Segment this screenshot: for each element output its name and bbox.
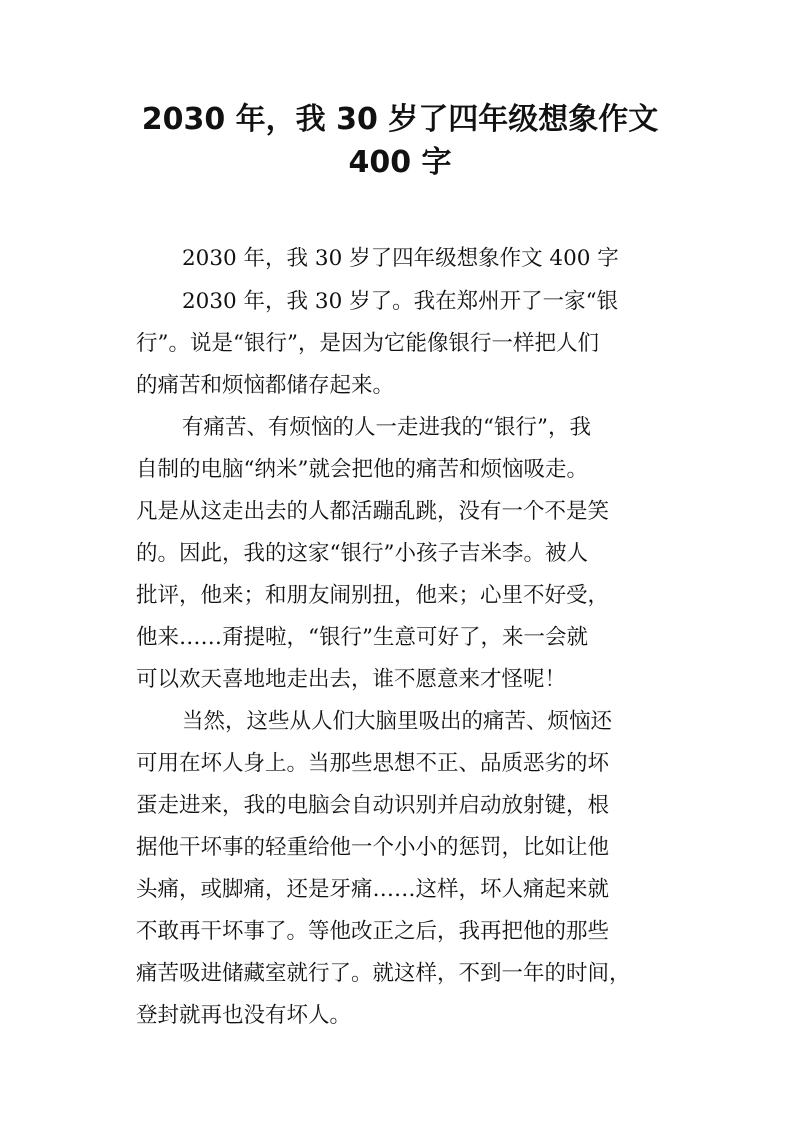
body-line-1: 2030 年，我 30 岁了四年级想象作文 400 字 (182, 246, 619, 271)
body-line-17: 不敢再干坏事了。等他改正之后，我再把他的那些 (136, 919, 610, 944)
document-title-line-2: 400 字 (348, 145, 452, 180)
body-line-19: 登封就再也没有坏人。 (136, 1003, 352, 1028)
body-line-2: 2030 年，我 30 岁了。我在郑州开了一家“银 (182, 289, 619, 314)
body-line-10: 他来……甭提啦，“银行”生意可好了，来一会就 (136, 625, 588, 650)
document-title-line-1: 2030 年，我 30 岁了四年级想象作文 (141, 102, 659, 137)
body-line-11: 可以欢天喜地地走出去，谁不愿意来才怪呢！ (136, 667, 567, 692)
body-line-12: 当然，这些从人们大脑里吸出的痛苦、烦恼还 (182, 709, 613, 734)
body-line-4: 的痛苦和烦恼都储存起来。 (136, 373, 395, 398)
body-line-6: 自制的电脑“纳米”就会把他的痛苦和烦恼吸走。 (136, 457, 588, 482)
body-line-8: 的。因此，我的这家“银行”小孩子吉米李。被人 (136, 541, 588, 566)
body-line-7: 凡是从这走出去的人都活蹦乱跳，没有一个不是笑 (136, 499, 610, 524)
body-line-13: 可用在坏人身上。当那些思想不正、品质恶劣的坏 (136, 751, 610, 776)
body-line-9: 批评，他来；和朋友闹别扭，他来；心里不好受， (136, 583, 610, 608)
body-line-18: 痛苦吸进储藏室就行了。就这样，不到一年的时间， (136, 961, 631, 986)
body-line-3: 行”。说是“银行”，是因为它能像银行一样把人们 (136, 331, 599, 356)
body-line-5: 有痛苦、有烦恼的人一走进我的“银行”，我 (182, 415, 591, 440)
body-line-16: 头痛，或脚痛，还是牙痛……这样，坏人痛起来就 (136, 877, 610, 902)
body-line-14: 蛋走进来，我的电脑会自动识别并启动放射键，根 (136, 793, 610, 818)
body-line-15: 据他干坏事的轻重给他一个小小的惩罚，比如让他 (136, 835, 610, 860)
